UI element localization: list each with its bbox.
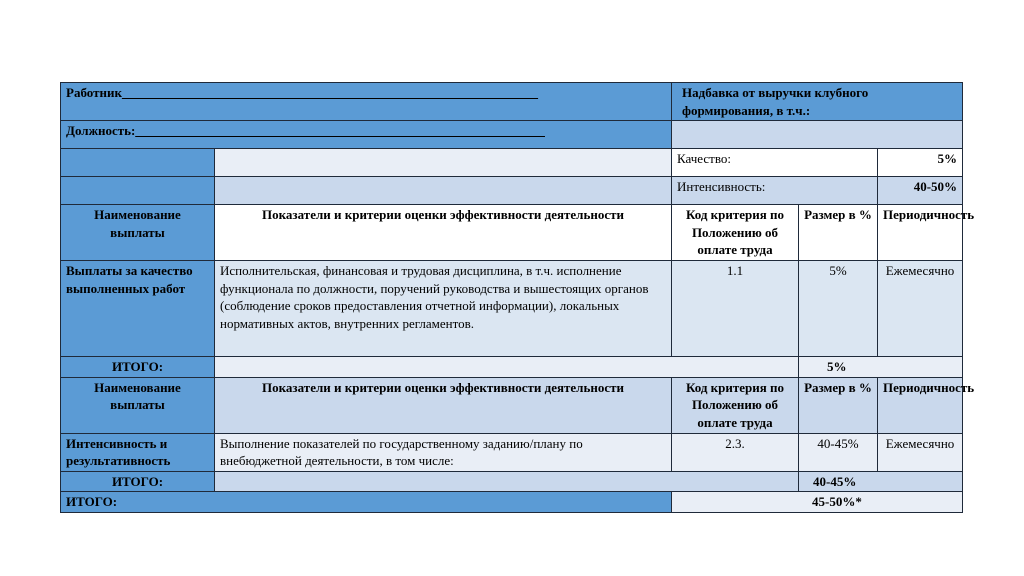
intensity-bonus-row <box>61 177 963 205</box>
col-header-period-2: Периодичность <box>878 377 963 433</box>
col-header-criteria-2: Показатели и критерии оценки эффективности деятельности <box>215 377 672 433</box>
worker-line: ________________________________________________________________ <box>121 85 538 100</box>
col-header-criteria: Показатели и критерии оценки эффективности деятельности <box>215 205 672 261</box>
section1-total-value: 5% <box>799 357 963 378</box>
quality-bonus-label: Качество: <box>672 149 878 177</box>
section1-code: 1.1 <box>672 261 799 357</box>
intensity-bonus-value: 40-50% <box>878 177 963 205</box>
section2-total-row <box>61 471 963 492</box>
section2-row <box>61 433 963 471</box>
grand-total-label: ИТОГО: <box>61 492 672 513</box>
grand-total-value: 45-50%* <box>672 492 963 513</box>
intensity-bonus-label: Интенсивность: <box>672 177 878 205</box>
quality-left-empty <box>61 149 215 177</box>
worker-cell <box>61 83 672 121</box>
section2-size: 40-45% <box>799 433 878 471</box>
section2-code: 2.3. <box>672 433 799 471</box>
section2-total-empty <box>215 471 799 492</box>
position-line: _______________________________________________________________ <box>135 123 545 139</box>
column-header-row-1 <box>61 205 963 261</box>
section2-criteria: Выполнение показателей по государственному заданию/плану по внебюджетной деятельности, в том числе: <box>215 433 672 471</box>
bonus-title <box>672 83 963 121</box>
section2-total-value: 40-45% <box>799 471 963 492</box>
section2-period: Ежемесячно <box>878 433 963 471</box>
col-header-code: Код критерия по Положению об оплате труда <box>672 205 799 261</box>
section1-total-row <box>61 357 963 378</box>
section1-period: Ежемесячно <box>878 261 963 357</box>
section1-name: Выплаты за качество выполненных работ <box>61 261 215 357</box>
quality-mid-empty <box>215 149 672 177</box>
column-header-row-2 <box>61 377 963 433</box>
quality-bonus-value: 5% <box>878 149 963 177</box>
col-header-name-2: Наименование выплаты <box>61 377 215 433</box>
section1-size: 5% <box>799 261 878 357</box>
intensity-mid-empty <box>215 177 672 205</box>
position-right-empty <box>672 121 963 149</box>
col-header-name: Наименование выплаты <box>61 205 215 261</box>
section1-total-empty <box>215 357 799 378</box>
position-label: Должность: <box>66 123 136 139</box>
payment-criteria-table <box>60 82 975 513</box>
section2-total-label: ИТОГО: <box>61 471 215 492</box>
bonus-title-text: Надбавка от выручки клубного формирования, в т.ч.: <box>682 85 869 118</box>
section2-name: Интенсивность и результативность <box>61 433 215 471</box>
position-cell <box>61 121 672 149</box>
grand-total-row <box>61 492 963 513</box>
col-header-period: Периодичность <box>878 205 963 261</box>
col-header-size-2: Размер в % <box>799 377 878 433</box>
col-header-size: Размер в % <box>799 205 878 261</box>
intensity-left-empty <box>61 177 215 205</box>
section1-criteria: Исполнительская, финансовая и трудовая дисциплина, в т.ч. исполнение функционала по должности, поручений руководства и вышестоящих органов (соблюдение сроков предоставления отчетной информации), локальных нормативных актов, внутренних регламентов. <box>215 261 672 357</box>
section1-row <box>61 261 963 357</box>
worker-label: Работник <box>66 85 122 100</box>
worker-row <box>61 83 963 121</box>
section1-total-label: ИТОГО: <box>61 357 215 378</box>
col-header-code-2: Код критерия по Положению об оплате труда <box>672 377 799 433</box>
quality-bonus-row <box>61 149 963 177</box>
position-row <box>61 121 963 149</box>
